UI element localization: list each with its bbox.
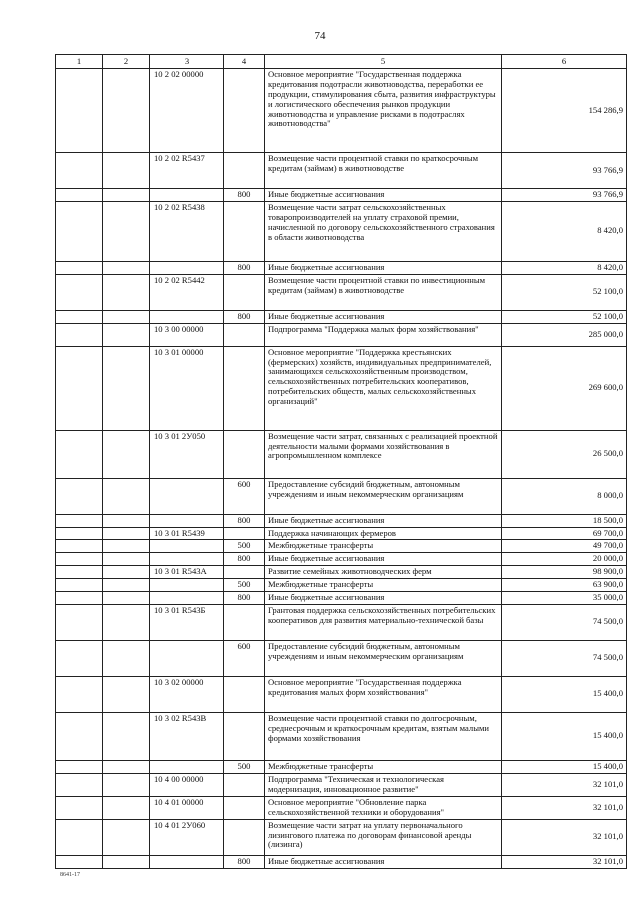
type-cell: 800 xyxy=(224,310,265,323)
code-cell xyxy=(150,261,224,274)
col-1-cell xyxy=(56,553,103,566)
description-cell: Возмещение части процентной ставки по долгосрочным, среднесрочным и краткосрочным кредитам, взятым малыми формами хозяйствования xyxy=(265,712,502,760)
code-cell xyxy=(150,579,224,592)
col-2-cell xyxy=(103,69,150,153)
description-cell: Основное мероприятие "Государственная поддержка кредитования малых форм хозяйствования" xyxy=(265,676,502,712)
description-cell: Возмещение части затрат на уплату первоначального лизингового платежа по договорам финансовой аренды (лизинга) xyxy=(265,819,502,855)
amount-cell: 93 766,9 xyxy=(502,153,627,189)
col-2-cell xyxy=(103,604,150,640)
code-cell: 10 2 02 R5442 xyxy=(150,274,224,310)
table-row xyxy=(56,201,627,261)
code-cell: 10 3 01 2У050 xyxy=(150,430,224,478)
type-cell xyxy=(224,430,265,478)
col-2-cell xyxy=(103,760,150,773)
type-cell xyxy=(224,566,265,579)
table-row xyxy=(56,323,627,346)
description-cell: Возмещение части затрат, связанных с реализацией проектной деятельности малыми формами хозяйствования в агропромышленном комплексе xyxy=(265,430,502,478)
table-row xyxy=(56,579,627,592)
amount-cell: 20 000,0 xyxy=(502,553,627,566)
code-cell xyxy=(150,540,224,553)
type-cell: 800 xyxy=(224,553,265,566)
col-2-cell xyxy=(103,310,150,323)
amount-cell: 35 000,0 xyxy=(502,591,627,604)
amount-cell: 93 766,9 xyxy=(502,189,627,202)
col-2-cell xyxy=(103,591,150,604)
code-cell xyxy=(150,310,224,323)
type-cell: 500 xyxy=(224,540,265,553)
col-2-cell xyxy=(103,514,150,527)
col-2-cell xyxy=(103,819,150,855)
description-cell: Развитие семейных животноводческих ферм xyxy=(265,566,502,579)
code-cell xyxy=(150,640,224,676)
description-cell: Межбюджетные трансферты xyxy=(265,760,502,773)
code-cell xyxy=(150,760,224,773)
header-col-6: 6 xyxy=(502,55,627,69)
col-2-cell xyxy=(103,796,150,819)
amount-cell: 26 500,0 xyxy=(502,430,627,478)
amount-cell: 8 420,0 xyxy=(502,201,627,261)
col-1-cell xyxy=(56,310,103,323)
col-1-cell xyxy=(56,604,103,640)
table-row xyxy=(56,514,627,527)
description-cell: Основное мероприятие "Поддержка крестьянских (фермерских) хозяйств, индивидуальных предпринимателей, занимающихся сельскохозяйственным производством, сельскохозяйственных потребительских кооперативов, потребительских обществ, малых сельскохозяйственных организаций" xyxy=(265,346,502,430)
type-cell xyxy=(224,201,265,261)
description-cell: Иные бюджетные ассигнования xyxy=(265,591,502,604)
amount-cell: 98 900,0 xyxy=(502,566,627,579)
amount-cell: 32 101,0 xyxy=(502,773,627,796)
col-1-cell xyxy=(56,760,103,773)
description-cell: Предоставление субсидий бюджетным, автономным учреждениям и иным некоммерческим организациям xyxy=(265,478,502,514)
type-cell: 800 xyxy=(224,189,265,202)
code-cell: 10 4 00 00000 xyxy=(150,773,224,796)
col-2-cell xyxy=(103,346,150,430)
code-cell xyxy=(150,478,224,514)
amount-cell: 32 101,0 xyxy=(502,819,627,855)
col-1-cell xyxy=(56,478,103,514)
description-cell: Иные бюджетные ассигнования xyxy=(265,310,502,323)
type-cell: 500 xyxy=(224,760,265,773)
amount-cell: 32 101,0 xyxy=(502,855,627,868)
table-row xyxy=(56,478,627,514)
amount-cell: 52 100,0 xyxy=(502,310,627,323)
col-2-cell xyxy=(103,189,150,202)
amount-cell: 154 286,9 xyxy=(502,69,627,153)
table-row xyxy=(56,69,627,153)
code-cell: 10 3 01 R543А xyxy=(150,566,224,579)
header-col-2: 2 xyxy=(103,55,150,69)
table-row xyxy=(56,773,627,796)
code-cell: 10 2 02 R5438 xyxy=(150,201,224,261)
code-cell: 10 4 01 2У060 xyxy=(150,819,224,855)
code-cell xyxy=(150,553,224,566)
description-cell: Подпрограмма "Техническая и технологическая модернизация, инновационное развитие" xyxy=(265,773,502,796)
description-cell: Поддержка начинающих фермеров xyxy=(265,527,502,540)
type-cell xyxy=(224,274,265,310)
col-2-cell xyxy=(103,430,150,478)
table-row xyxy=(56,310,627,323)
header-col-4: 4 xyxy=(224,55,265,69)
table-row xyxy=(56,261,627,274)
table-row xyxy=(56,527,627,540)
description-cell: Основное мероприятие "Обновление парка сельскохозяйственной техники и оборудования" xyxy=(265,796,502,819)
type-cell xyxy=(224,773,265,796)
col-2-cell xyxy=(103,153,150,189)
amount-cell: 285 000,0 xyxy=(502,323,627,346)
col-1-cell xyxy=(56,579,103,592)
amount-cell: 49 700,0 xyxy=(502,540,627,553)
type-cell: 800 xyxy=(224,514,265,527)
code-cell: 10 2 02 00000 xyxy=(150,69,224,153)
description-cell: Предоставление субсидий бюджетным, автономным учреждениям и иным некоммерческим организациям xyxy=(265,640,502,676)
description-cell: Основное мероприятие "Государственная поддержка кредитования подотрасли животноводства, переработки ее продукции, стимулирования сбыта, развития инфраструктуры и логистического обеспечения рынков продукции животноводства и управление рисками в подотраслях животноводства" xyxy=(265,69,502,153)
col-2-cell xyxy=(103,323,150,346)
col-1-cell xyxy=(56,153,103,189)
col-1-cell xyxy=(56,201,103,261)
col-2-cell xyxy=(103,274,150,310)
table-row xyxy=(56,553,627,566)
amount-cell: 74 500,0 xyxy=(502,604,627,640)
code-cell: 10 3 01 R5439 xyxy=(150,527,224,540)
description-cell: Подпрограмма "Поддержка малых форм хозяйствования" xyxy=(265,323,502,346)
type-cell xyxy=(224,69,265,153)
type-cell xyxy=(224,323,265,346)
code-cell: 10 3 01 R543Б xyxy=(150,604,224,640)
description-cell: Межбюджетные трансферты xyxy=(265,579,502,592)
col-1-cell xyxy=(56,189,103,202)
col-1-cell xyxy=(56,773,103,796)
amount-cell: 74 500,0 xyxy=(502,640,627,676)
table-row xyxy=(56,819,627,855)
code-cell: 10 3 02 R543В xyxy=(150,712,224,760)
amount-cell: 15 400,0 xyxy=(502,712,627,760)
table-header-row xyxy=(56,55,627,69)
description-cell: Грантовая поддержка сельскохозяйственных потребительских кооперативов для развития материально-технической базы xyxy=(265,604,502,640)
col-1-cell xyxy=(56,274,103,310)
code-cell xyxy=(150,591,224,604)
type-cell xyxy=(224,527,265,540)
header-col-3: 3 xyxy=(150,55,224,69)
col-1-cell xyxy=(56,514,103,527)
col-2-cell xyxy=(103,712,150,760)
table-row xyxy=(56,796,627,819)
table-row xyxy=(56,566,627,579)
table-row xyxy=(56,676,627,712)
type-cell xyxy=(224,153,265,189)
amount-cell: 269 600,0 xyxy=(502,346,627,430)
col-1-cell xyxy=(56,261,103,274)
table-row xyxy=(56,346,627,430)
type-cell xyxy=(224,712,265,760)
type-cell: 800 xyxy=(224,855,265,868)
table-row xyxy=(56,604,627,640)
header-col-5: 5 xyxy=(265,55,502,69)
col-1-cell xyxy=(56,346,103,430)
table-row xyxy=(56,274,627,310)
header-col-1: 1 xyxy=(56,55,103,69)
amount-cell: 15 400,0 xyxy=(502,676,627,712)
col-2-cell xyxy=(103,566,150,579)
table-row xyxy=(56,712,627,760)
amount-cell: 52 100,0 xyxy=(502,274,627,310)
description-cell: Возмещение части затрат сельскохозяйственных товаропроизводителей на уплату страховой премии, начисленной по договору сельскохозяйственного страхования в области животноводства xyxy=(265,201,502,261)
description-cell: Иные бюджетные ассигнования xyxy=(265,189,502,202)
code-cell xyxy=(150,855,224,868)
col-1-cell xyxy=(56,676,103,712)
description-cell: Возмещение части процентной ставки по инвестиционным кредитам (займам) в животноводстве xyxy=(265,274,502,310)
col-1-cell xyxy=(56,796,103,819)
col-1-cell xyxy=(56,591,103,604)
amount-cell: 63 900,0 xyxy=(502,579,627,592)
col-2-cell xyxy=(103,579,150,592)
code-cell: 10 3 00 00000 xyxy=(150,323,224,346)
amount-cell: 32 101,0 xyxy=(502,796,627,819)
table-row xyxy=(56,855,627,868)
type-cell xyxy=(224,819,265,855)
amount-cell: 8 420,0 xyxy=(502,261,627,274)
description-cell: Иные бюджетные ассигнования xyxy=(265,261,502,274)
description-cell: Иные бюджетные ассигнования xyxy=(265,514,502,527)
col-2-cell xyxy=(103,855,150,868)
description-cell: Межбюджетные трансферты xyxy=(265,540,502,553)
col-1-cell xyxy=(56,855,103,868)
type-cell: 500 xyxy=(224,579,265,592)
footer-code: 8641-17 xyxy=(60,872,80,878)
code-cell xyxy=(150,189,224,202)
table-row xyxy=(56,430,627,478)
type-cell xyxy=(224,346,265,430)
page-number: 74 xyxy=(314,30,326,42)
code-cell: 10 3 02 00000 xyxy=(150,676,224,712)
col-1-cell xyxy=(56,566,103,579)
table-row xyxy=(56,189,627,202)
col-1-cell xyxy=(56,712,103,760)
col-2-cell xyxy=(103,773,150,796)
type-cell: 600 xyxy=(224,640,265,676)
type-cell xyxy=(224,604,265,640)
type-cell: 800 xyxy=(224,591,265,604)
budget-table xyxy=(55,54,627,869)
col-2-cell xyxy=(103,540,150,553)
code-cell: 10 2 02 R5437 xyxy=(150,153,224,189)
col-2-cell xyxy=(103,553,150,566)
col-2-cell xyxy=(103,478,150,514)
col-2-cell xyxy=(103,261,150,274)
amount-cell: 15 400,0 xyxy=(502,760,627,773)
code-cell xyxy=(150,514,224,527)
type-cell: 800 xyxy=(224,261,265,274)
col-1-cell xyxy=(56,527,103,540)
col-1-cell xyxy=(56,69,103,153)
table-row xyxy=(56,640,627,676)
description-cell: Иные бюджетные ассигнования xyxy=(265,553,502,566)
table-row xyxy=(56,591,627,604)
col-1-cell xyxy=(56,540,103,553)
amount-cell: 8 000,0 xyxy=(502,478,627,514)
type-cell xyxy=(224,796,265,819)
col-2-cell xyxy=(103,676,150,712)
col-2-cell xyxy=(103,527,150,540)
col-2-cell xyxy=(103,201,150,261)
col-1-cell xyxy=(56,430,103,478)
type-cell: 600 xyxy=(224,478,265,514)
amount-cell: 18 500,0 xyxy=(502,514,627,527)
col-1-cell xyxy=(56,640,103,676)
table-row xyxy=(56,760,627,773)
code-cell: 10 3 01 00000 xyxy=(150,346,224,430)
description-cell: Иные бюджетные ассигнования xyxy=(265,855,502,868)
col-1-cell xyxy=(56,323,103,346)
table-row xyxy=(56,540,627,553)
amount-cell: 69 700,0 xyxy=(502,527,627,540)
description-cell: Возмещение части процентной ставки по краткосрочным кредитам (займам) в животноводстве xyxy=(265,153,502,189)
col-2-cell xyxy=(103,640,150,676)
code-cell: 10 4 01 00000 xyxy=(150,796,224,819)
type-cell xyxy=(224,676,265,712)
table-row xyxy=(56,153,627,189)
col-1-cell xyxy=(56,819,103,855)
